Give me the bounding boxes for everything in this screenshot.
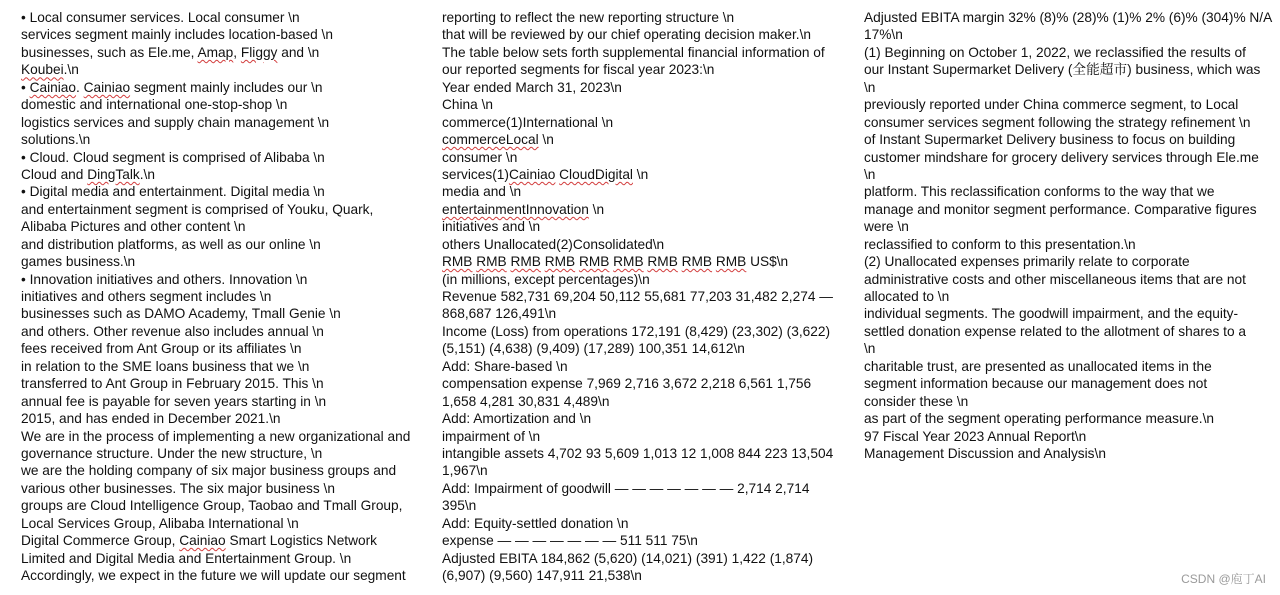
text-line: groups are Cloud Intelligence Group, Taobao and Tmall Group, [21,498,403,514]
text-line: impairment of \n [442,428,541,444]
text-line: Management Discussion and Analysis\n [864,445,1106,461]
text-line: • Digital media and entertainment. Digital media \n [21,184,325,200]
text-line: Accordingly, we expect in the future we will update our segment [21,568,406,583]
text-line: governance structure. Under the new structure, \n [21,445,323,461]
text-line: settled donation expense related to the allotment of shares to a [864,323,1246,339]
text-column-2 [442,9,857,584]
text-line: 1,967\n [442,463,488,479]
text-line: Add: Amortization and \n [442,411,592,427]
text-line: \n [864,166,876,182]
text-line: • Innovation initiatives and others. Innovation \n [21,271,308,287]
text-line: • Cloud. Cloud segment is comprised of Alibaba \n [21,149,325,165]
text-line: reclassified to conform to this presentation.\n [864,236,1136,252]
text-column-3 [864,9,1274,462]
text-line: consumer services segment following the strategy refinement \n [864,114,1251,130]
text-line: we are the holding company of six major business groups and [21,463,397,479]
text-line: Cloud and DingTalk.\n [21,166,155,182]
text-line: expense — — — — — — — 511 511 75\n [442,533,698,549]
text-line: Koubei.\n [21,62,79,78]
text-line: in relation to the SME loans business that we \n [21,358,310,374]
text-line: and distribution platforms, as well as our online \n [21,236,321,252]
text-line: platform. This reclassification conforms to the way that we [864,184,1215,200]
text-line: (1) Beginning on October 1, 2022, we reclassified the results of [864,44,1246,60]
text-line: 97 Fiscal Year 2023 Annual Report\n [864,428,1087,444]
text-line: (6,907) (9,560) 147,911 21,538\n [442,568,642,583]
text-line: (5,151) (4,638) (9,409) (17,289) 100,351 14,612\n [442,341,745,357]
text-line: fees received from Ant Group or its affiliates \n [21,341,302,357]
text-line: Alibaba Pictures and other content \n [21,219,246,235]
text-line: transferred to Ant Group in February 2015. This \n [21,376,324,392]
text-line: reporting to reflect the new reporting structure \n [442,10,735,25]
text-line: (2) Unallocated expenses primarily relate to corporate [864,254,1190,270]
text-line: allocated to \n [864,289,950,304]
text-line: were \n [864,219,909,235]
text-line: customer mindshare for grocery delivery services through Ele.me [864,149,1259,165]
text-line: media and \n [442,184,522,200]
text-line: individual segments. The goodwill impairment, and the equity- [864,306,1239,322]
text-line: Income (Loss) from operations 172,191 (8,429) (23,302) (3,622) [442,323,831,339]
text-line: Add: Share-based \n [442,358,568,374]
text-line: services(1)Cainiao CloudDigital \n [442,166,649,182]
text-line: commerce(1)International \n [442,114,614,130]
text-line: Revenue 582,731 69,204 50,112 55,681 77,203 31,482 2,274 — [442,289,833,304]
text-column-1 [21,9,436,584]
text-line: RMB RMB RMB RMB RMB RMB RMB RMB RMB US$\n [442,254,789,270]
text-line: The table below sets forth supplemental financial information of [442,44,825,60]
text-line: logistics services and supply chain management \n [21,114,330,130]
text-line: as part of the segment operating performance measure.\n [864,411,1214,427]
text-line: \n [864,79,876,95]
text-line: others Unallocated(2)Consolidated\n [442,236,665,252]
text-line: initiatives and \n [442,219,541,235]
text-line: annual fee is payable for seven years starting in \n [21,393,327,409]
text-line: Year ended March 31, 2023\n [442,79,622,95]
text-line: our Instant Supermarket Delivery (全能超市) business, which was [864,62,1261,78]
text-line: compensation expense 7,969 2,716 3,672 2,218 6,561 1,756 [442,376,812,392]
text-line: manage and monitor segment performance. Comparative figures [864,201,1257,217]
text-line: Adjusted EBITA margin 32% (8)% (28)% (1)% 2% (6)% (304)% N/A [864,10,1273,25]
text-line: Add: Equity-settled donation \n [442,515,629,531]
text-line: Limited and Digital Media and Entertainment Group. \n [21,550,352,566]
text-line: 2015, and has ended in December 2021.\n [21,411,281,427]
text-line: our reported segments for fiscal year 2023:\n [442,62,715,78]
text-line: domestic and international one-stop-shop \n [21,97,288,113]
text-line: consider these \n [864,393,969,409]
text-line: charitable trust, are presented as unallocated items in the [864,358,1212,374]
watermark: CSDN @庖丁AI [1181,572,1266,586]
text-line: \n [864,341,876,357]
text-line: We are in the process of implementing a new organizational and [21,428,411,444]
text-line: Adjusted EBITA 184,862 (5,620) (14,021) (391) 1,422 (1,874) [442,550,814,566]
text-line: administrative costs and other miscellaneous items that are not [864,271,1246,287]
text-line: segment information because our management does not [864,376,1208,392]
text-line: solutions.\n [21,132,91,148]
text-line: and entertainment segment is comprised of Youku, Quark, [21,201,374,217]
text-line: commerceLocal \n [442,132,554,148]
text-line: Digital Commerce Group, Cainiao Smart Logistics Network [21,533,378,549]
text-line: initiatives and others segment includes \n [21,289,272,304]
text-line: China \n [442,97,493,113]
text-line: and others. Other revenue also includes annual \n [21,323,324,339]
text-line: Local Services Group, Alibaba International \n [21,515,299,531]
text-line: • Cainiao. Cainiao segment mainly includes our \n [21,79,323,95]
text-line: 395\n [442,498,477,514]
text-line: intangible assets 4,702 93 5,609 1,013 12 1,008 844 223 13,504 [442,445,834,461]
text-line: • Local consumer services. Local consumer \n [21,10,300,25]
text-line: Add: Impairment of goodwill — — — — — — — 2,714 2,714 [442,480,810,496]
text-line: games business.\n [21,254,136,270]
text-line: entertainmentInnovation \n [442,201,605,217]
text-line: 868,687 126,491\n [442,306,557,322]
text-line: that will be reviewed by our chief operating decision maker.\n [442,27,812,43]
text-line: services segment mainly includes location-based \n [21,27,333,43]
text-line: (in millions, except percentages)\n [442,271,650,287]
text-line: of Instant Supermarket Delivery business to focus on building [864,132,1236,148]
text-line: consumer \n [442,149,518,165]
text-line: 1,658 4,281 30,831 4,489\n [442,393,610,409]
text-line: previously reported under China commerce segment, to Local [864,97,1239,113]
text-line: various other businesses. The six major business \n [21,480,335,496]
text-line: businesses, such as Ele.me, Amap, Fliggy and \n [21,44,320,60]
text-line: businesses such as DAMO Academy, Tmall Genie \n [21,306,341,322]
text-line: 17%\n [864,27,903,43]
